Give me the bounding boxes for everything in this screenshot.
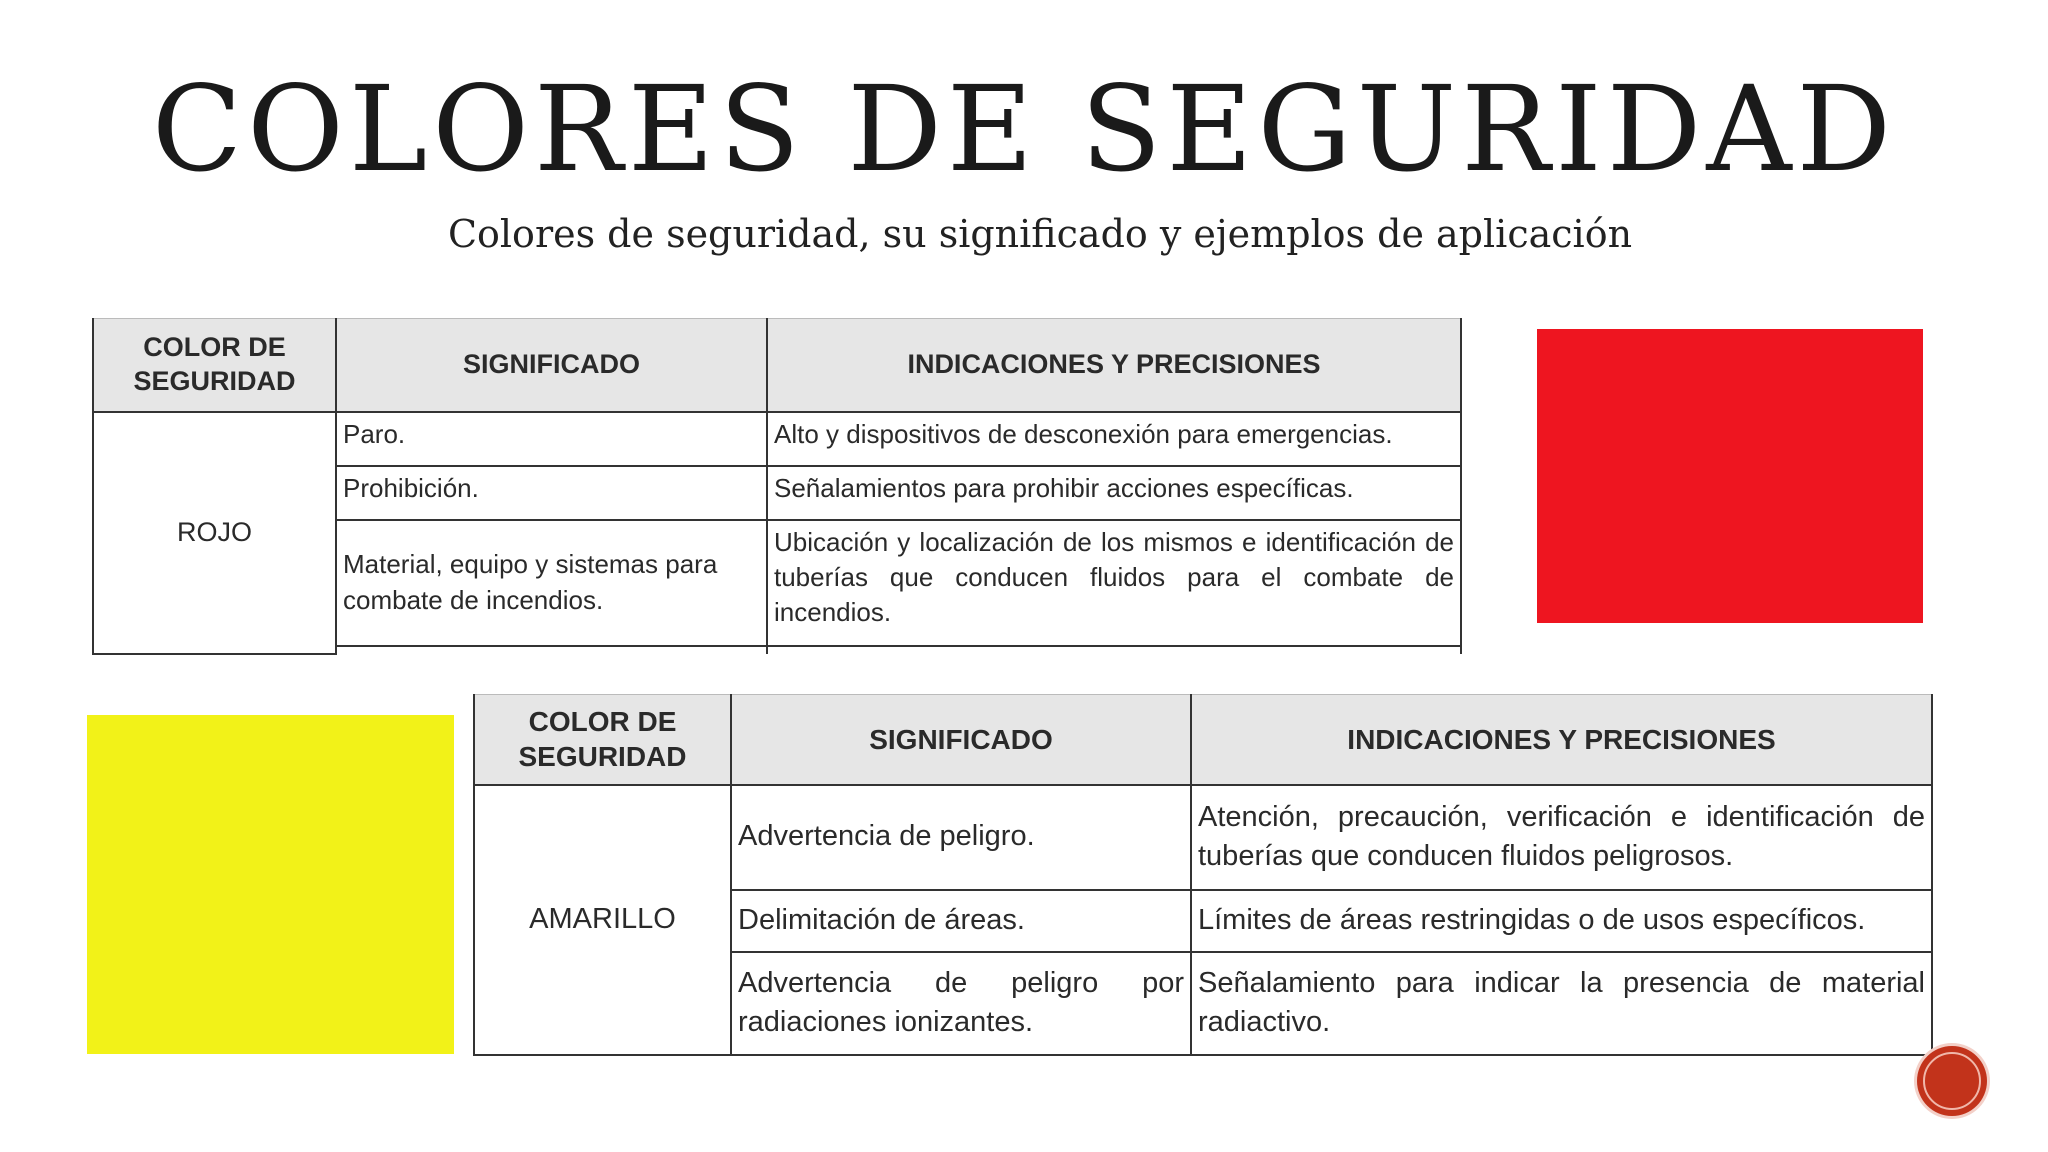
significado-cell: Delimitación de áreas. (731, 890, 1191, 952)
header-color-de-seguridad: COLOR DE SEGURIDAD (474, 695, 731, 785)
header-indicaciones: INDICACIONES Y PRECISIONES (767, 319, 1461, 412)
table-amarillo (473, 694, 1933, 1056)
significado-cell: Advertencia de peligro por radiaciones ionizantes. (731, 952, 1191, 1055)
header-indicaciones: INDICACIONES Y PRECISIONES (1191, 695, 1932, 785)
empty-cell (336, 646, 767, 654)
yellow-color-swatch (87, 715, 454, 1054)
header-significado: SIGNIFICADO (336, 319, 767, 412)
significado-cell: Prohibición. (336, 466, 767, 520)
significado-cell: Paro. (336, 412, 767, 466)
empty-cell (767, 646, 1461, 654)
header-color-de-seguridad: COLOR DE SEGURIDAD (93, 319, 336, 412)
indicaciones-cell: Atención, precaución, verificación e identificación de tuberías que conducen fluidos peligrosos. (1191, 785, 1932, 890)
significado-cell: Material, equipo y sistemas para combate de incendios. (336, 520, 767, 646)
circle-icon (1923, 1052, 1981, 1110)
table-row (93, 412, 1461, 466)
indicaciones-cell: Señalamiento para indicar la presencia de material radiactivo. (1191, 952, 1932, 1055)
color-name-amarillo: AMARILLO (474, 785, 731, 1055)
red-color-swatch (1537, 329, 1923, 623)
indicaciones-cell: Límites de áreas restringidas o de usos específicos. (1191, 890, 1932, 952)
indicaciones-cell: Señalamientos para prohibir acciones específicas. (767, 466, 1461, 520)
table-rojo (92, 318, 1462, 655)
slide-title: COLORES DE SEGURIDAD (151, 60, 1897, 198)
significado-cell: Advertencia de peligro. (731, 785, 1191, 890)
color-name-rojo: ROJO (93, 412, 336, 654)
indicaciones-cell: Ubicación y localización de los mismos e identificación de tuberías que conducen fluidos para el combate de incendios. (767, 520, 1461, 646)
table-row (474, 785, 1932, 890)
slide-subtitle: Colores de seguridad, su significado y ejemplos de aplicación (447, 212, 1633, 256)
indicaciones-cell: Alto y dispositivos de desconexión para emergencias. (767, 412, 1461, 466)
header-significado: SIGNIFICADO (731, 695, 1191, 785)
next-slide-button[interactable] (1917, 1046, 1987, 1116)
